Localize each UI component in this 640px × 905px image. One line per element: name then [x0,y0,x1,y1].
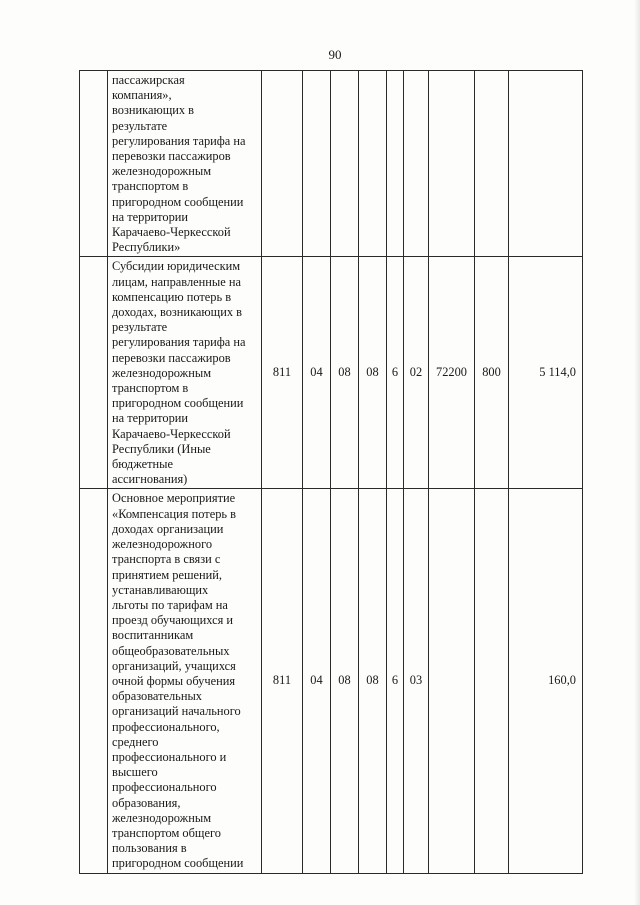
expense-type-cell [475,489,509,873]
subsection-code-cell [331,71,359,257]
direction-code-cell [429,71,475,257]
subprogram-code-cell [387,71,404,257]
expense-type-cell: 800 [475,257,509,489]
subsection-code-cell: 08 [331,257,359,489]
direction-code-cell [429,489,475,873]
table-row [80,257,583,489]
subprogram-code-cell: 6 [387,489,404,873]
section-code-cell: 04 [303,489,331,873]
amount-cell: 5 114,0 [509,257,583,489]
direction-code-cell: 72200 [429,257,475,489]
table-row [80,489,583,873]
activity-code-cell: 03 [404,489,429,873]
section-code-cell [303,71,331,257]
grbs-code-cell: 811 [262,489,303,873]
row-number-cell [80,257,108,489]
section-code-cell: 04 [303,257,331,489]
subsection-code-cell: 08 [331,489,359,873]
subprogram-code-cell: 6 [387,257,404,489]
page-number-text: 90 [328,47,342,62]
program-code-cell [359,71,387,257]
expense-type-cell [475,71,509,257]
program-code-cell: 08 [359,489,387,873]
activity-code-cell: 02 [404,257,429,489]
grbs-code-cell [262,71,303,257]
budget-table [79,70,583,874]
amount-cell [509,71,583,257]
row-number-cell [80,489,108,873]
table-row [80,71,583,257]
item-name-cell: Основное мероприятие «Компенсация потерь в доходах организации железнодорожного транспорта в связи с принятием решений, устанавливающих льготы по тарифам на проезд обучающихся и воспитанникам общеобразовательных организаций, учащихся очной формы обучения образовательных организаций начального профессионального, среднего профессионального и высшего профессионального образования, железнодорожным транспортом общего пользования в пригородном сообщении [108,489,262,873]
row-number-cell [80,71,108,257]
item-name-cell: Субсидии юридическим лицам, направленные на компенсацию потерь в доходах, возникающих в результате регулирования тарифа на перевозки пассажиров железнодорожным транспортом в пригородном сообщении на территории Карачаево-Черкесской Республики (Иные бюджетные ассигнования) [108,257,262,489]
grbs-code-cell: 811 [262,257,303,489]
page-number [0,47,640,63]
scan-edge-shadow [634,0,640,905]
item-name-cell: пассажирская компания», возникающих в результате регулирования тарифа на перевозки пассажиров железнодорожным транспортом в пригородном сообщении на территории Карачаево-Черкесской Республики» [108,71,262,257]
program-code-cell: 08 [359,257,387,489]
amount-cell: 160,0 [509,489,583,873]
activity-code-cell [404,71,429,257]
